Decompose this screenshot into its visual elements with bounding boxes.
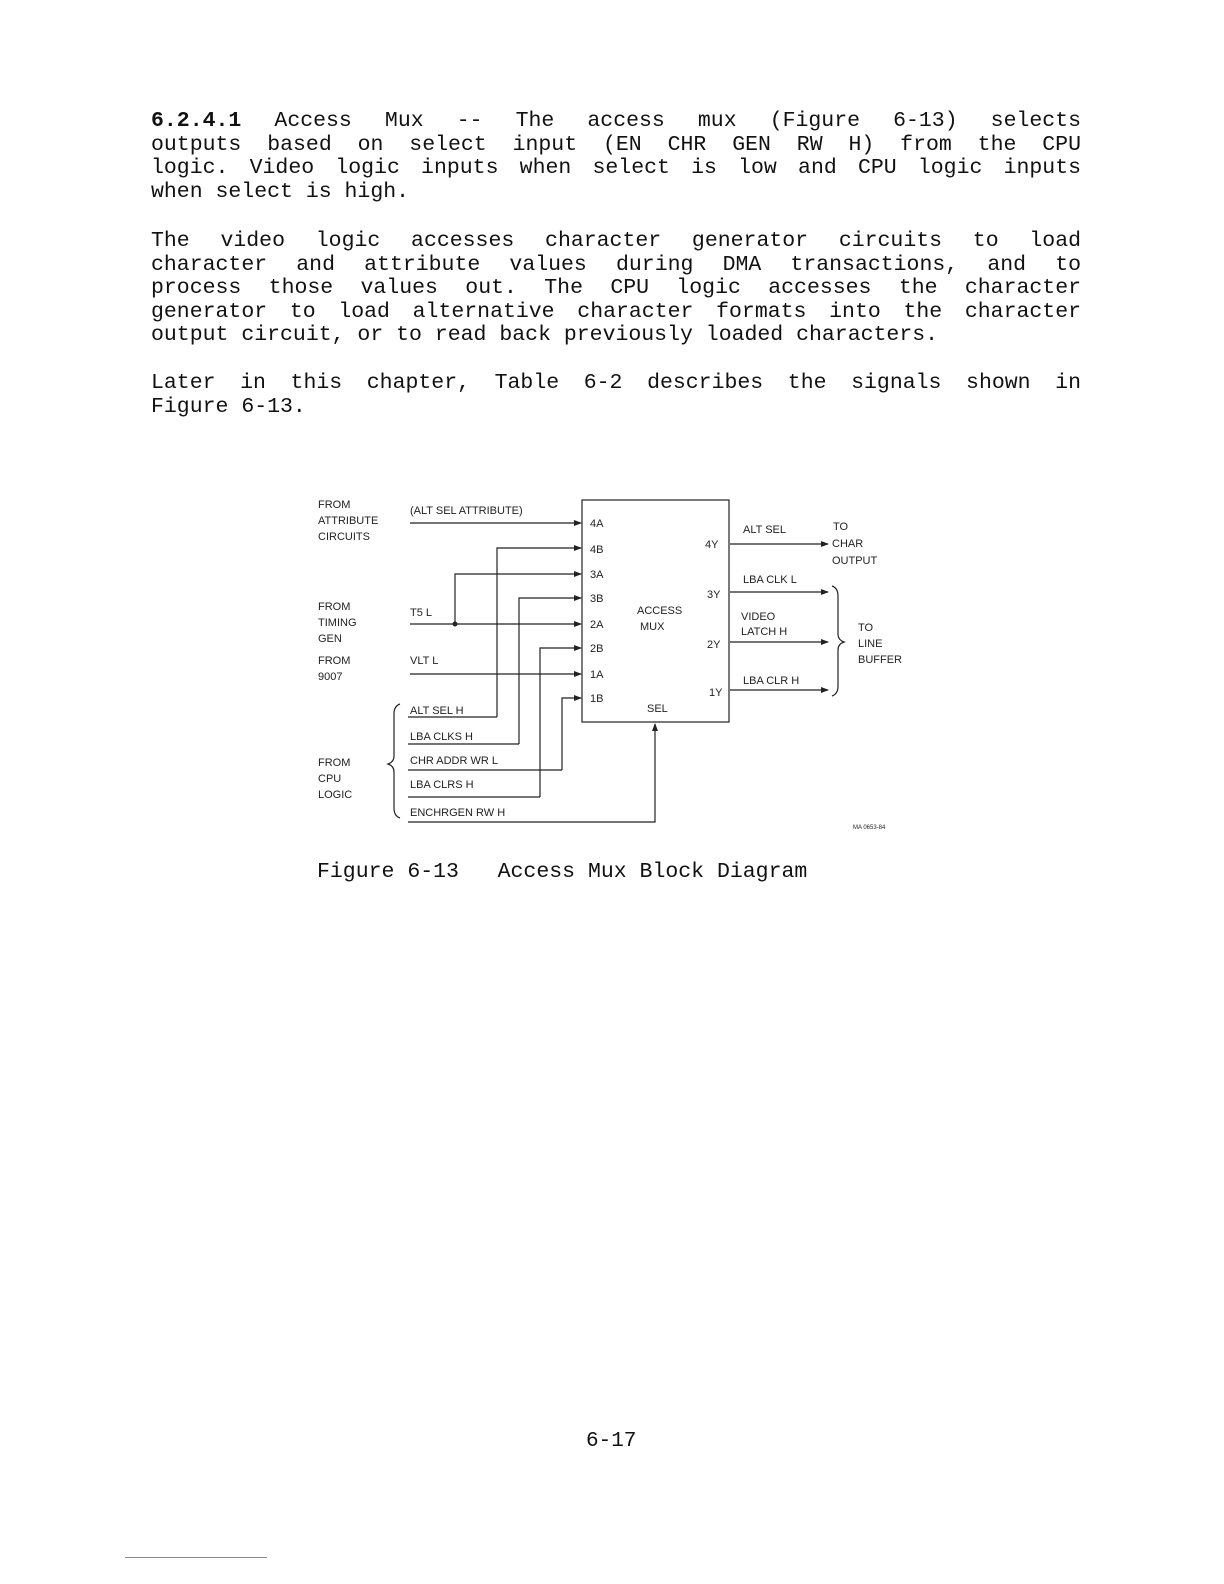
wire-3a [455, 574, 581, 624]
paragraph-line: Figure 6-13. [151, 394, 306, 419]
paragraph-line: character and attribute values during DMA transactions, and to [151, 252, 1081, 277]
destination-label: LINE [858, 638, 883, 650]
source-label: FROM [318, 601, 351, 613]
page-number: 6-17 [586, 1430, 637, 1453]
mux-pin-label: 2B [590, 643, 604, 655]
paragraph-line: outputs based on select input (EN CHR GEN RW H) from the CPU [151, 132, 1081, 157]
mux-pin-label: 3A [590, 569, 604, 581]
paragraph-line: output circuit, or to read back previously loaded characters. [151, 323, 939, 347]
source-label: ATTRIBUTE [318, 515, 379, 527]
destination-label: CHAR [832, 538, 864, 550]
source-label: FROM [318, 757, 351, 769]
figure-caption: Figure 6-13 Access Mux Block Diagram [317, 860, 808, 884]
source-label: FROM [318, 655, 351, 667]
paragraph-line: when select is high. [151, 179, 410, 204]
access-mux-block-diagram [300, 490, 920, 840]
paragraph-line: The video logic accesses character generator circuits to load [151, 229, 1081, 253]
mux-title: ACCESS [637, 605, 683, 617]
signal-label: LBA CLR H [743, 675, 800, 687]
section-title: Access Mux -- [274, 109, 483, 133]
source-label: CIRCUITS [318, 531, 370, 543]
signal-label: VLT L [410, 655, 439, 667]
mux-pin-label: 4A [590, 518, 604, 530]
junction-dot [453, 622, 458, 627]
source-label: TIMING [318, 617, 357, 629]
paragraph-video-logic [151, 230, 1081, 348]
paragraph-line: logic. Video logic inputs when select is low and CPU logic inputs [151, 156, 1081, 180]
signal-label: LBA CLKS H [410, 731, 473, 743]
paragraph-line: Later in this chapter, Table 6-2 describes the signals shown in [151, 371, 1081, 395]
cpu-brace [388, 704, 400, 818]
line-buffer-brace [832, 586, 844, 696]
mux-pin-label: 1B [590, 693, 604, 705]
mux-title: MUX [640, 621, 665, 633]
mux-pin-label: 4Y [705, 539, 719, 551]
section-number: 6.2.4.1 [151, 109, 242, 133]
wire-2b [540, 648, 581, 797]
source-label: LOGIC [318, 789, 353, 801]
mux-pin-label: 3B [590, 593, 604, 605]
destination-label: TO [833, 521, 849, 533]
footer-divider [125, 1557, 267, 1558]
signal-label: LBA CLRS H [410, 779, 474, 791]
drawing-number: MA 0653-84 [853, 825, 886, 831]
mux-pin-label: 2A [590, 619, 604, 631]
mux-pin-label: 3Y [707, 589, 721, 601]
signal-label: ENCHRGEN RW H [410, 807, 506, 819]
signal-label: VIDEO [741, 611, 776, 623]
mux-sel-label: SEL [647, 703, 668, 715]
mux-pin-label: 2Y [707, 639, 721, 651]
paragraph-access-mux [151, 110, 1081, 204]
signal-label: ALT SEL H [410, 705, 464, 717]
signal-label: T5 L [410, 607, 433, 619]
mux-pin-label: 4B [590, 544, 604, 556]
destination-label: BUFFER [858, 654, 902, 666]
paragraph-line [151, 110, 1081, 134]
mux-pin-label: 1Y [709, 687, 723, 699]
source-label: CPU [318, 773, 342, 785]
signal-label: LBA CLK L [743, 574, 797, 586]
signal-label: (ALT SEL ATTRIBUTE) [410, 505, 523, 517]
wire-1b [562, 698, 581, 770]
destination-label: OUTPUT [832, 555, 878, 567]
paragraph-text: The access mux (Figure 6-13) selects [515, 109, 1081, 133]
mux-pin-label: 1A [590, 669, 604, 681]
wire-3b [519, 598, 581, 744]
source-label: FROM [318, 499, 351, 511]
source-label: GEN [318, 633, 342, 645]
paragraph-line: generator to load alternative character formats into the character [151, 299, 1081, 324]
wire-4b [497, 548, 581, 717]
signal-label: ALT SEL [743, 524, 787, 536]
signal-label: LATCH H [741, 626, 788, 638]
source-label: 9007 [318, 671, 343, 683]
paragraph-line: process those values out. The CPU logic accesses the character [151, 276, 1081, 300]
signal-label: CHR ADDR WR L [410, 755, 499, 767]
destination-label: TO [858, 622, 874, 634]
paragraph-table-reference [151, 372, 1081, 419]
